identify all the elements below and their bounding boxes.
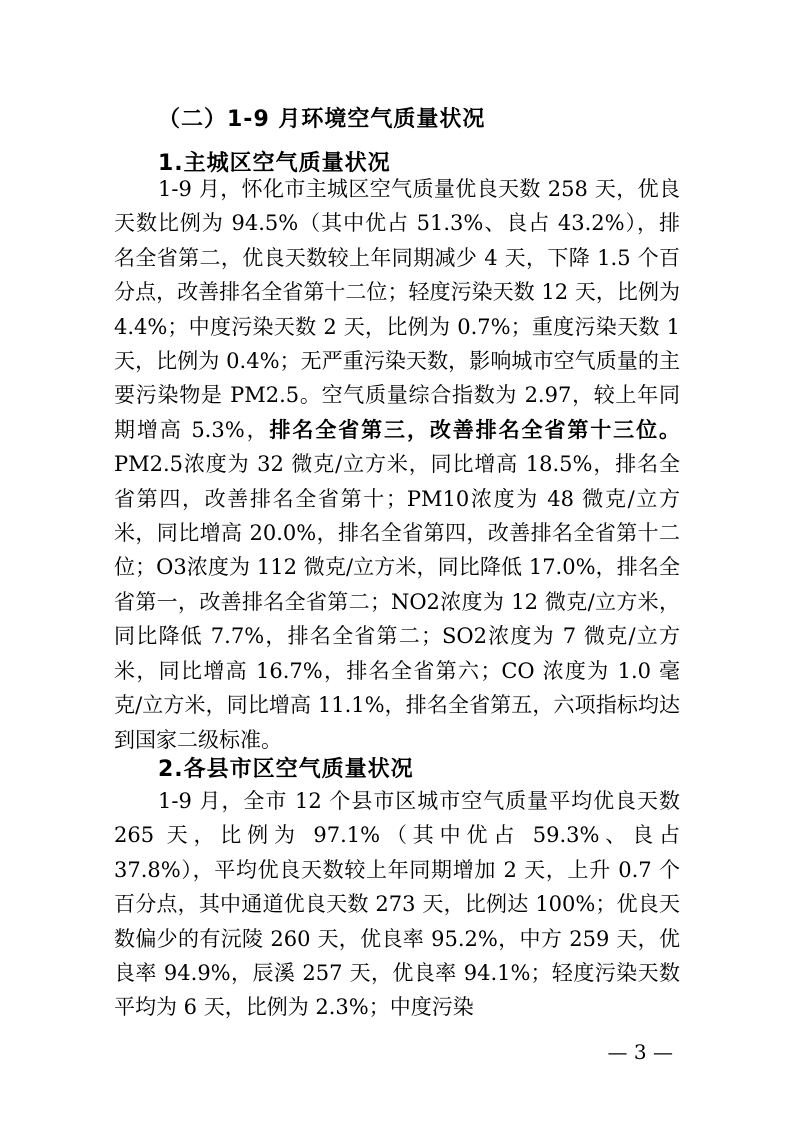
paragraph-main-city-part-b: PM2.5浓度为 32 微克/立方米，同比增高 18.5%，排名全省第四，改善排名全省第十；PM10浓度为 48 微克/立方米，同比增高 20.0%，排名全省第四，改善排名全省第十二位；O3浓度为 112 微克/立方米，同比降低 17.0%，排名全省第一，改善排名全省第二；NO2浓度为 12 微克/立方米，同比降低 7.7%，排名全省第二；SO2浓度为 7 微克/立方米，同比增高 16.7%，排名全省第六；CO 浓度为 1.0 毫克/立方米，同比增高 11.1%，排名全省第五，六项指标均达到国家二级标准。 xyxy=(114,452,680,752)
paragraph-counties xyxy=(114,784,680,1025)
paragraph-main-city-part-a: 1-9 月，怀化市主城区空气质量优良天数 258 天，优良天数比例为 94.5%（其中优占 51.3%、良占 43.2%），排名全省第二，优良天数较上年同期减少 4 天，下降 1.5 个百分点，改善排名全省第十二位；轻度污染天数 12 天，比例为 4.4%；中度污染天数 2 天，比例为 0.7%；重度污染天数 1 天，比例为 0.4%；无严重污染天数，影响城市空气质量的主要污染物是 PM2.5。空气质量综合指数为 2.97，较上年同期增高 5.3%， xyxy=(114,177,680,442)
subsection-title-main-city: 1.主城区空气质量状况 xyxy=(158,151,391,176)
paragraph-main-city xyxy=(114,172,680,757)
subsection-title-counties: 2.各县市区空气质量状况 xyxy=(158,757,414,782)
paragraph-counties-text: 1-9 月，全市 12 个县市区城市空气质量平均优良天数 265 天，比例为 97.1%（其中优占 59.3%、良占 37.8%），平均优良天数较上年同期增加 2 天，上升 0.7 个百分点，其中通道优良天数 273 天，比例达 100%；优良天数偏少的有沅陵 260 天，优良率 95.2%，中方 259 天，优良率 94.9%，辰溪 257 天，优良率 94.1%；轻度污染天数平均为 6 天，比例为 2.3%；中度污染 xyxy=(114,789,680,1020)
paragraph-main-city-bold: 排名全省第三，改善排名全省第十三位。 xyxy=(269,416,680,442)
section-title: （二）1-9 月环境空气质量状况 xyxy=(158,107,486,132)
page-number: — 3 — xyxy=(607,1040,673,1064)
